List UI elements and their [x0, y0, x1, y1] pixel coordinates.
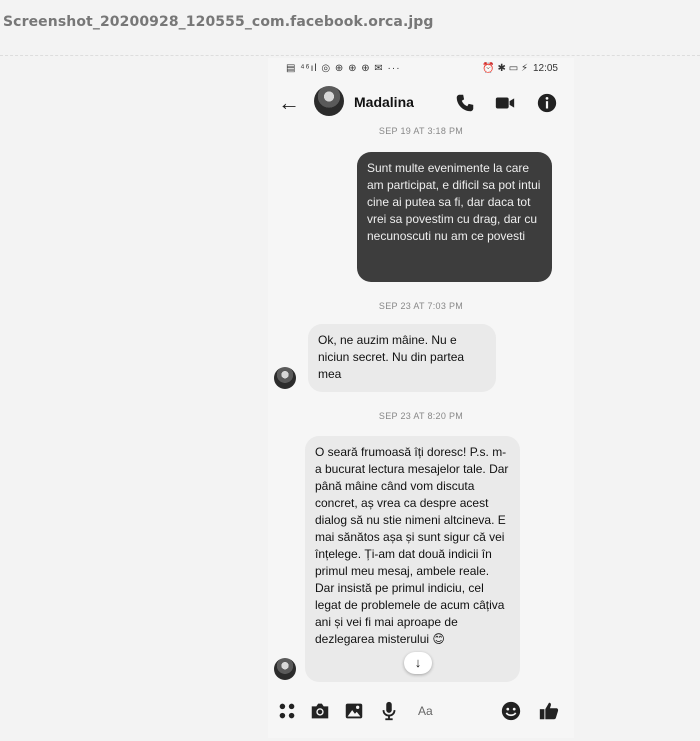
info-icon[interactable] — [536, 92, 558, 114]
image-icon[interactable] — [343, 700, 365, 722]
emoji-icon[interactable] — [500, 700, 522, 722]
divider — [0, 55, 700, 56]
mic-icon[interactable] — [378, 700, 400, 722]
apps-icon[interactable] — [276, 700, 298, 722]
contact-avatar[interactable] — [314, 86, 344, 116]
like-icon[interactable] — [538, 700, 560, 722]
video-icon[interactable] — [494, 92, 516, 114]
composer-toolbar — [268, 694, 574, 728]
outgoing-message[interactable]: Sunt multe evenimente la care am participat, e dificil sa pot intui cine ai putea sa fi, dar daca tot vrei sa povestim cu drag, dar cu necunoscuti nu am ce povesti — [357, 152, 552, 282]
conversation-header — [268, 82, 574, 124]
text-style-button[interactable]: Aa — [418, 704, 433, 718]
status-icons-right — [482, 63, 558, 74]
status-bar — [268, 58, 574, 80]
status-icons-left: ▤ ⁴⁶ıl ◎ ⊕ ⊕ ⊕ ✉ ··· — [286, 63, 401, 74]
status-system-icons: ⏰ ✱ ▭ ⚡ — [482, 63, 528, 74]
phone-screen — [268, 58, 574, 738]
incoming-message[interactable]: O seară frumoasă îți doresc! P.s. m-a bucurat lectura mesajelor tale. Dar până mâine când vom discuta concret, aș vrea ca despre acest dialog să nu stie nimeni altcineva. E mai sănătos așa și sunt sigur că vei înțelege. Ți-am dat două indicii în primul meu mesaj, ambele reale. Dar insistă pe primul indiciu, cel legat de problemele de acum câțiva ani și vei fi mai aproape de dezlegarea misterului 😊 — [305, 436, 520, 682]
incoming-message[interactable]: Ok, ne auzim mâine. Nu e niciun secret. Nu din partea mea — [308, 324, 496, 392]
message-timestamp: SEP 19 AT 3:18 PM — [378, 126, 464, 136]
sender-avatar[interactable] — [274, 658, 296, 680]
camera-icon[interactable] — [309, 700, 331, 722]
sender-avatar[interactable] — [274, 367, 296, 389]
file-name: Screenshot_20200928_120555_com.facebook.orca.jpg — [3, 14, 434, 30]
message-timestamp: SEP 23 AT 7:03 PM — [378, 301, 464, 311]
message-timestamp: SEP 23 AT 8:20 PM — [378, 411, 464, 421]
scroll-down-button[interactable]: ↓ — [404, 652, 432, 674]
phone-icon[interactable] — [454, 92, 476, 114]
status-time: 12:05 — [532, 63, 558, 74]
back-arrow-icon[interactable]: ← — [278, 90, 300, 115]
contact-name[interactable]: Madalina — [354, 94, 414, 110]
